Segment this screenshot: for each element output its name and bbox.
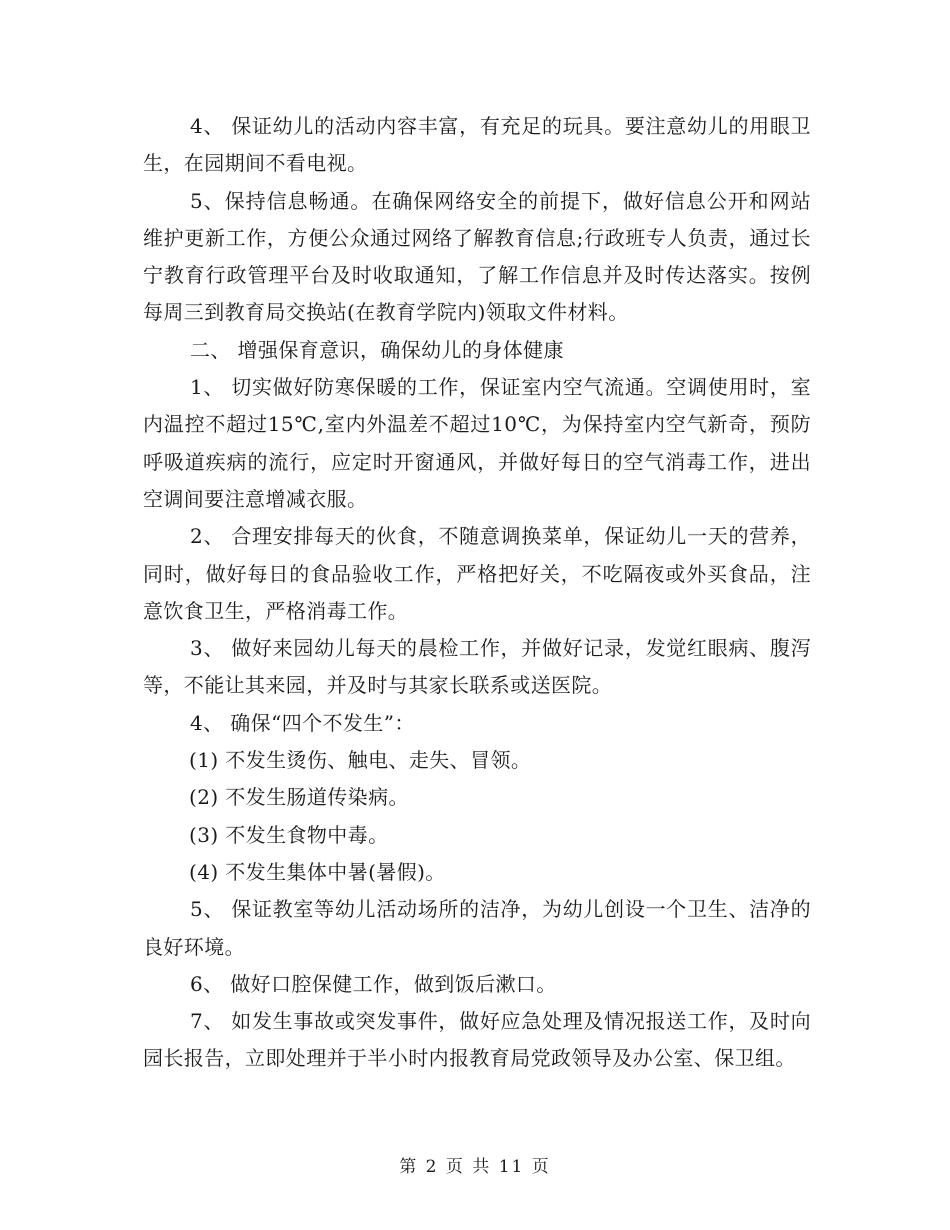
paragraph-item-5-information: 5、保持信息畅通。在确保网络安全的前提下，做好信息公开和网站维护更新工作，方便公众通过网络了解教育信息;行政班专人负责，通过长宁教育行政管理平台及时收取通知，了解工作信息并及时传达落实。按例每周三到教育局交换站(在教育学院内)领取文件材料。 [143,188,811,325]
sub-item-3: (3) 不发生食物中毒。 [189,822,389,847]
paragraph-item-3-checkup: 3、 做好来园幼儿每天的晨检工作，并做好记录，发觉红眼病、腹泻等，不能让其来园，并及时与其家长联系或送医院。 [143,636,811,698]
paragraph-item-2-meals: 2、 合理安排每天的伙食，不随意调换菜单，保证幼儿一天的营养，同时，做好每日的食品验收工作，严格把好关，不吃隔夜或外买食品，注意饮食卫生，严格消毒工作。 [143,524,811,623]
paragraph-item-5-cleanliness: 5、 保证教室等幼儿活动场所的洁净，为幼儿创设一个卫生、洁净的良好环境。 [143,897,811,959]
paragraph-item-4-four-nots: 4、 确保“四个不发生”： [190,710,415,735]
paragraph-item-4-eyes: 4、 保证幼儿的活动内容丰富，有充足的玩具。要注意幼儿的用眼卫生，在园期间不看电视。 [143,114,811,176]
sub-item-4: (4) 不发生集体中暑(暑假)。 [189,859,446,884]
paragraph-item-6-oral-care: 6、 做好口腔保健工作，做到饭后漱口。 [190,971,557,996]
document-body [143,108,811,1078]
section-heading-2: 二、 增强保育意识，确保幼儿的身体健康 [190,337,564,362]
paragraph-item-1-warmth: 1、 切实做好防寒保暖的工作，保证室内空气流通。空调使用时，室内温控不超过15℃,室内外温差不超过10℃，为保持室内空气新奇，预防呼吸道疾病的流行，应定时开窗通风，并做好每日的空气消毒工作，进出空调间要注意增减衣服。 [143,375,811,511]
paragraph-item-7-emergency: 7、 如发生事故或突发事件，做好应急处理及情况报送工作，及时向园长报告，立即处理并于半小时内报教育局党政领导及办公室、保卫组。 [143,1009,811,1071]
page-footer: 第 2 页 共 11 页 [399,1157,551,1177]
sub-item-2: (2) 不发生肠道传染病。 [189,785,409,810]
sub-item-1: (1) 不发生烫伤、触电、走失、冒领。 [189,748,532,773]
